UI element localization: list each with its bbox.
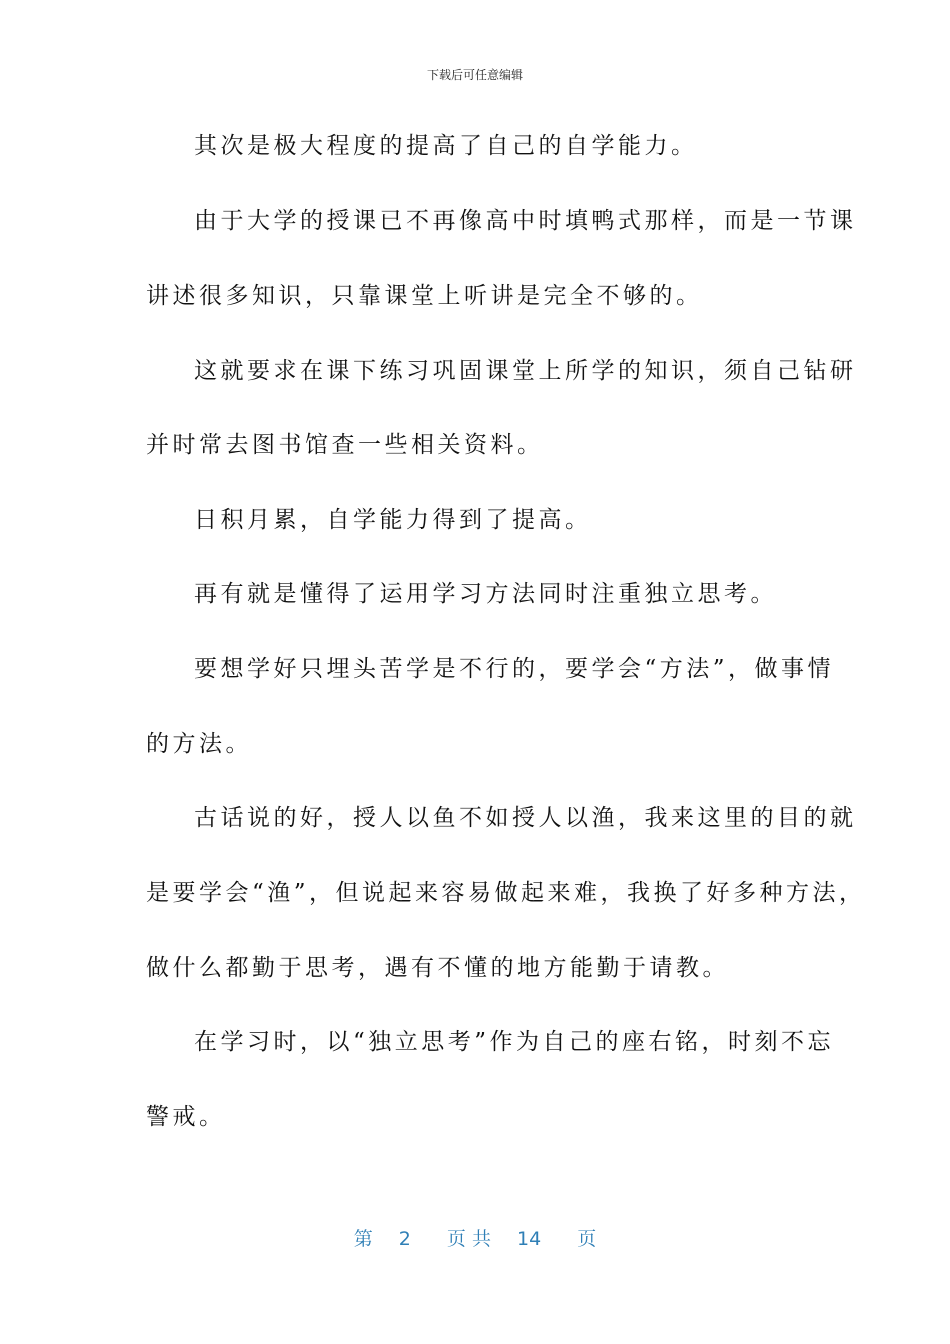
paragraph-line: 由于大学的授课已不再像高中时填鸭式那样，而是一节课 bbox=[194, 208, 857, 234]
paragraph-line: 讲述很多知识，只靠课堂上听讲是完全不够的。 bbox=[146, 283, 703, 309]
paragraph-line: 并时常去图书馆查一些相关资料。 bbox=[146, 432, 544, 458]
footer-middle: 页 共 bbox=[446, 1228, 491, 1250]
paragraph-line: 是要学会“渔”，但说起来容易做起来难，我换了好多种方法， bbox=[146, 880, 866, 906]
paragraph-line: 在学习时，以“独立思考”作为自己的座右铭，时刻不忘 bbox=[194, 1029, 835, 1055]
footer-current-page: 2 bbox=[398, 1228, 411, 1250]
paragraph-line: 其次是极大程度的提高了自己的自学能力。 bbox=[194, 133, 698, 159]
paragraph-line: 再有就是懂得了运用学习方法同时注重独立思考。 bbox=[194, 581, 777, 607]
page-footer bbox=[0, 1226, 950, 1252]
page-header: 下载后可任意编辑 bbox=[426, 68, 523, 82]
paragraph-line: 的方法。 bbox=[146, 731, 252, 757]
paragraph-line: 做什么都勤于思考，遇有不懂的地方能勤于请教。 bbox=[146, 955, 729, 981]
footer-prefix: 第 bbox=[353, 1228, 373, 1250]
paragraph-line: 这就要求在课下练习巩固课堂上所学的知识，须自己钻研 bbox=[194, 358, 857, 384]
footer-total-pages: 14 bbox=[517, 1228, 542, 1250]
paragraph-line: 警戒。 bbox=[146, 1104, 226, 1130]
paragraph-line: 要想学好只埋头苦学是不行的，要学会“方法”，做事情 bbox=[194, 656, 835, 682]
footer-suffix: 页 bbox=[577, 1228, 597, 1250]
paragraph-line: 古话说的好，授人以鱼不如授人以渔，我来这里的目的就 bbox=[194, 805, 857, 831]
paragraph-line: 日积月累，自学能力得到了提高。 bbox=[194, 507, 592, 533]
